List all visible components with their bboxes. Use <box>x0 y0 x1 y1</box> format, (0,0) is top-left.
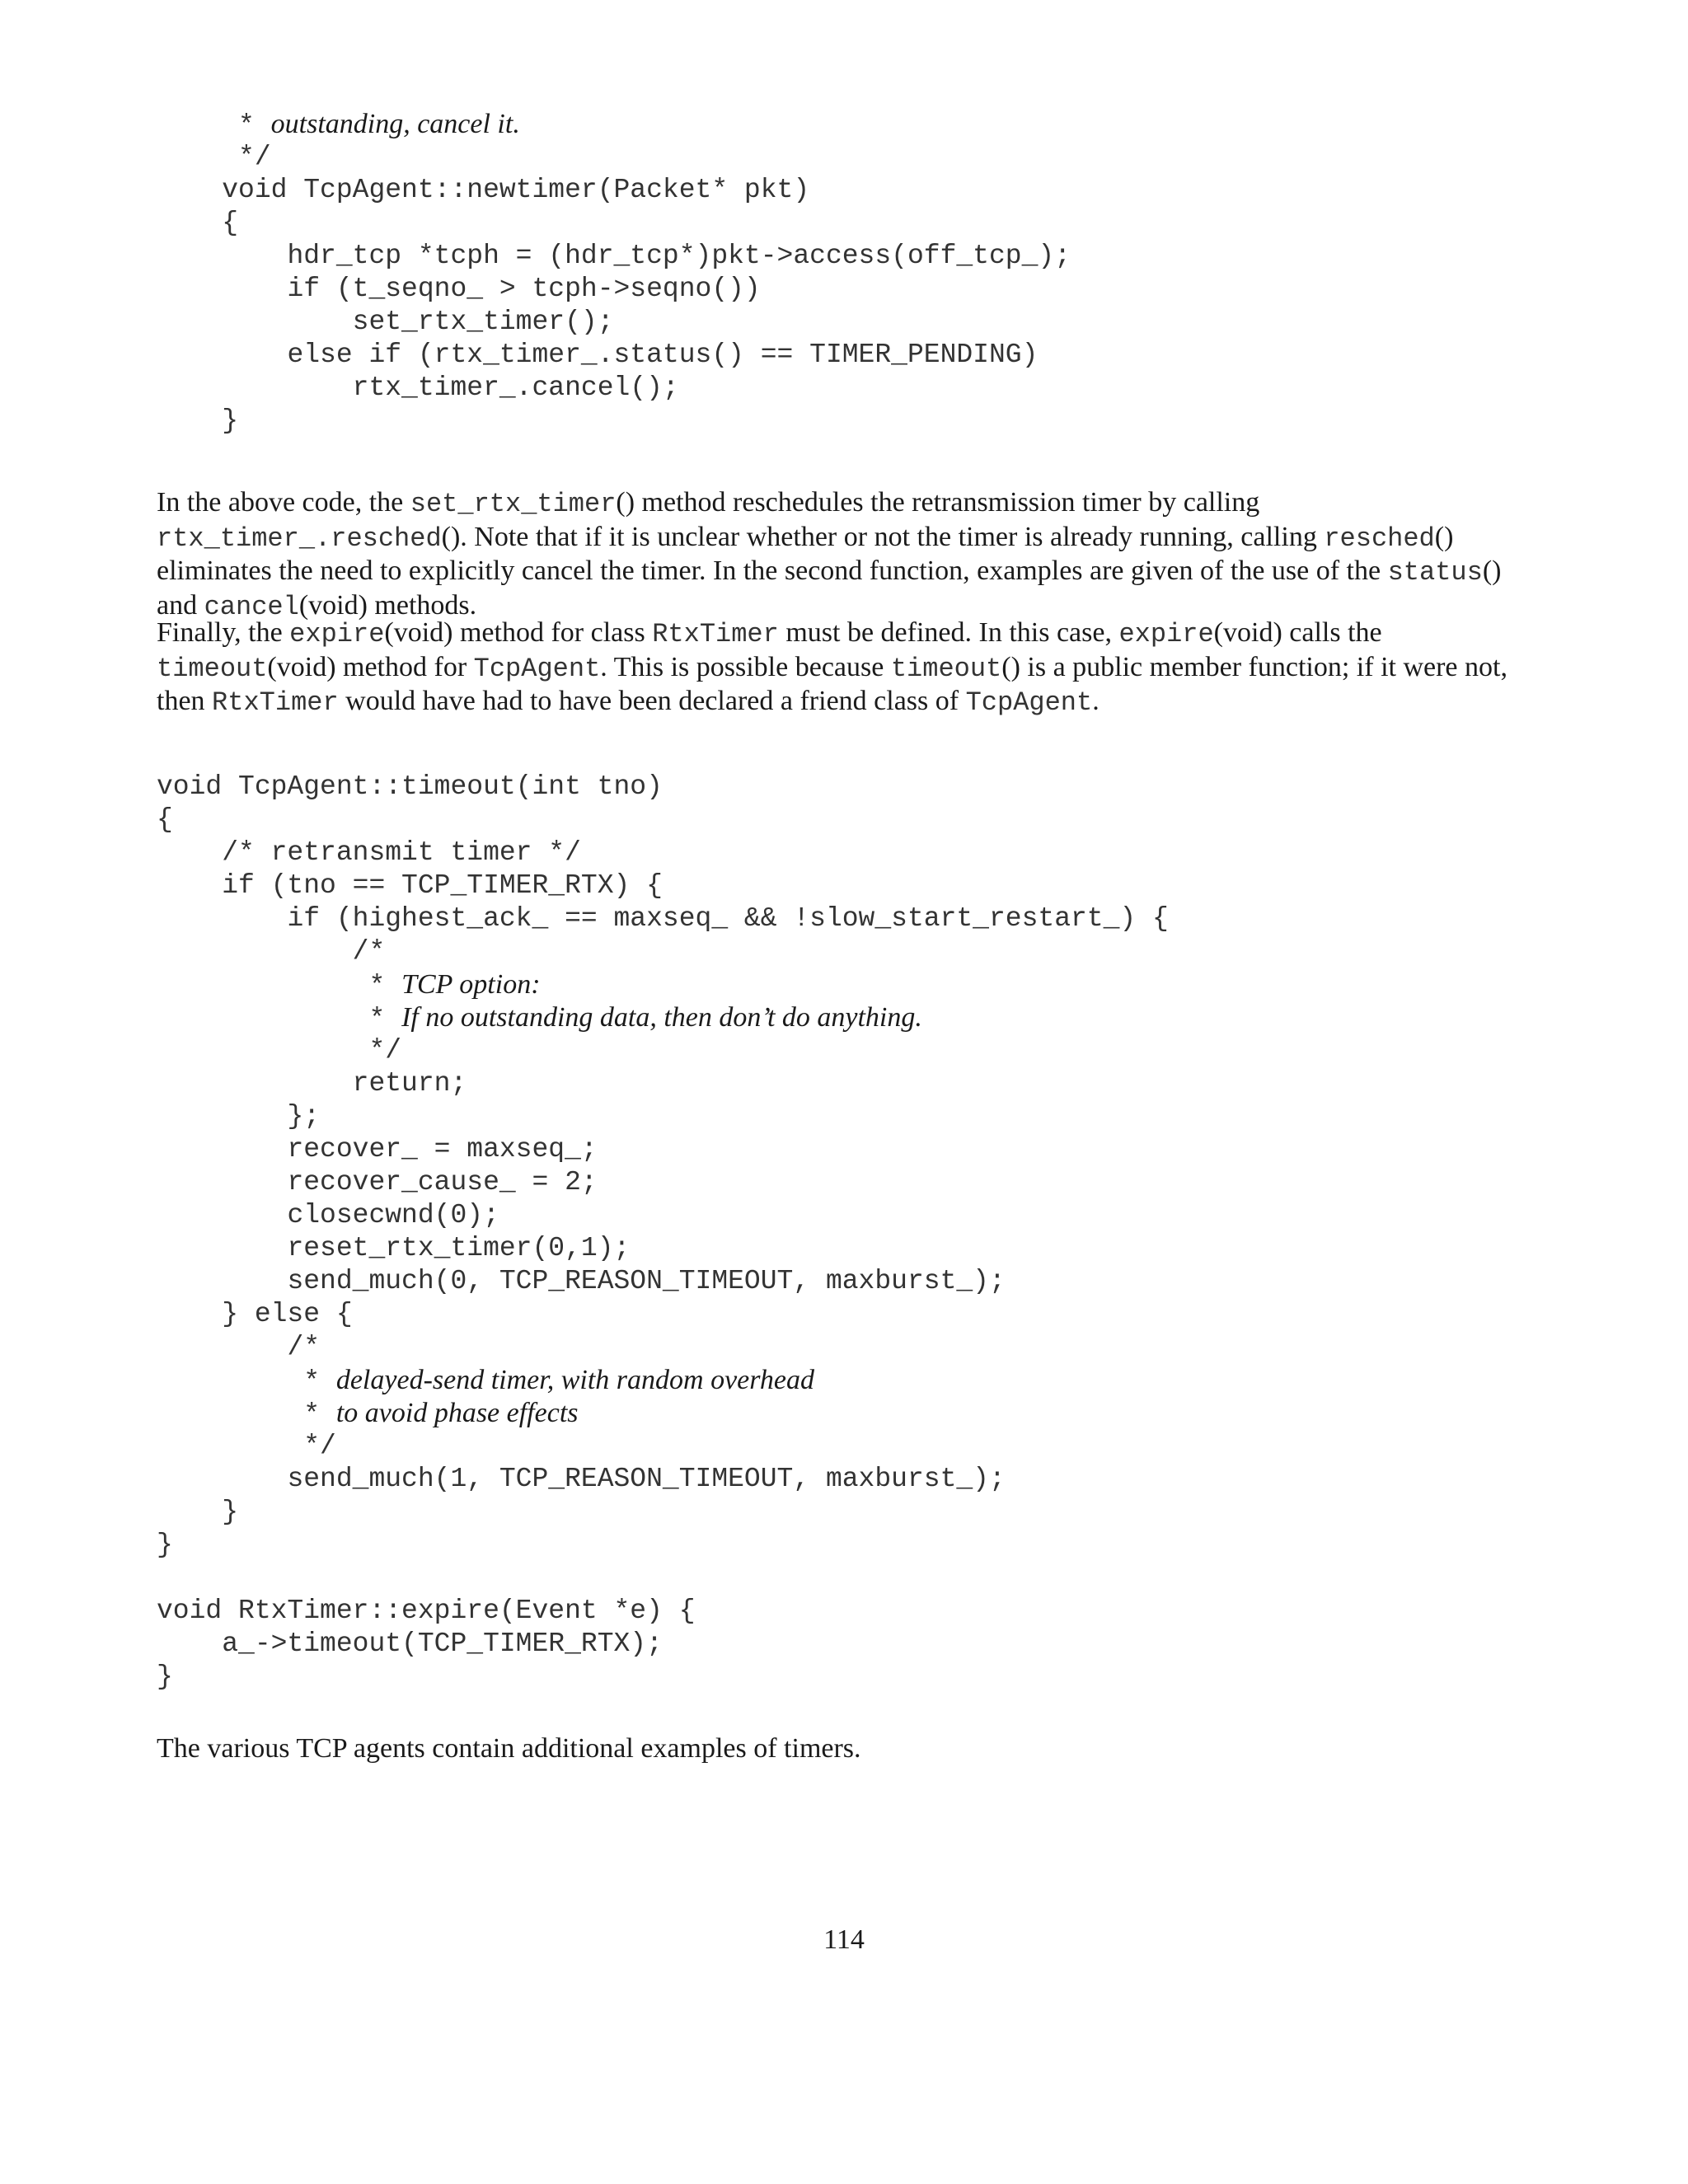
paragraph-text: () is a public member function; if it were not, then <box>157 651 1507 716</box>
code-indent <box>157 1431 303 1461</box>
code-text: reset_rtx_timer(0,1); <box>287 1233 631 1263</box>
code-line <box>157 1364 1169 1397</box>
code-line <box>157 1133 1169 1166</box>
comment-marker: * <box>303 1399 336 1430</box>
code-indent <box>157 936 353 967</box>
code-text: } <box>157 1661 173 1692</box>
code-text: /* retransmit timer */ <box>222 837 581 868</box>
code-text: } else { <box>222 1299 353 1329</box>
code-identifier: cancel <box>204 591 299 622</box>
code-indent <box>157 175 222 205</box>
code-indent <box>157 274 287 304</box>
code-line <box>157 108 1071 141</box>
code-line <box>157 902 1169 935</box>
code-line <box>157 273 1071 306</box>
paragraph-text: (void) method for <box>267 651 474 682</box>
paragraph-text: . This is possible because <box>600 651 891 682</box>
code-block-newtimer <box>157 108 1071 438</box>
code-text: /* <box>352 936 386 967</box>
code-text: void TcpAgent::timeout(int tno) <box>157 771 663 802</box>
code-line <box>157 141 1071 174</box>
code-identifier: RtxTimer <box>652 619 779 649</box>
code-indent <box>157 340 287 370</box>
code-line <box>157 1331 1169 1364</box>
code-line <box>157 1298 1169 1331</box>
code-line <box>157 1463 1169 1496</box>
code-line <box>157 1496 1169 1529</box>
code-comment-text: delayed-send timer, with random overhead <box>335 1365 814 1395</box>
comment-marker: * <box>368 971 402 1001</box>
code-line <box>157 1001 1169 1034</box>
code-text: void TcpAgent::newtimer(Packet* pkt) <box>222 175 810 205</box>
code-line <box>157 837 1169 869</box>
code-line <box>157 306 1071 339</box>
code-indent <box>157 1004 368 1034</box>
code-text: { <box>157 804 173 835</box>
paragraph-text: () and <box>157 555 1502 621</box>
code-text: */ <box>303 1431 336 1461</box>
paragraph-expire-explanation <box>157 616 1541 719</box>
code-text: */ <box>368 1035 402 1066</box>
code-text: hdr_tcp *tcph = (hdr_tcp*)pkt->access(off_tcp_); <box>287 241 1071 271</box>
code-text: if (t_seqno_ > tcph->seqno()) <box>287 274 761 304</box>
paragraph-closing: The various TCP agents contain additional examples of timers. <box>157 1733 861 1764</box>
code-identifier: RtxTimer <box>212 687 339 718</box>
code-line <box>157 1199 1169 1232</box>
code-indent <box>157 1497 222 1527</box>
code-line <box>157 1661 1169 1694</box>
code-block-timeout <box>157 771 1169 1694</box>
code-text: recover_ = maxseq_; <box>287 1134 598 1165</box>
code-text: } <box>222 405 239 436</box>
code-indent <box>157 837 222 868</box>
code-line <box>157 1397 1169 1430</box>
code-line <box>157 935 1169 968</box>
code-text: if (tno == TCP_TIMER_RTX) { <box>222 870 663 901</box>
code-indent <box>157 1399 303 1430</box>
code-indent <box>157 1068 353 1099</box>
code-line <box>157 968 1169 1001</box>
code-identifier: rtx_timer_.resched <box>157 523 442 554</box>
code-indent <box>157 1134 287 1165</box>
code-line <box>157 1529 1169 1562</box>
code-identifier: TcpAgent <box>473 653 601 684</box>
code-identifier: expire <box>289 619 385 649</box>
code-text: else if (rtx_timer_.status() == TIMER_PENDING) <box>287 340 1039 370</box>
code-indent <box>157 307 353 337</box>
code-line <box>157 771 1169 804</box>
code-line <box>157 1430 1169 1463</box>
paragraph-text: () eliminates the need to explicitly cancel the timer. In the second function, examples are given of the use of the <box>157 521 1454 586</box>
code-identifier: status <box>1387 557 1483 588</box>
code-line <box>157 240 1071 273</box>
code-text: */ <box>238 142 271 172</box>
code-text: { <box>222 208 239 238</box>
code-line <box>157 1100 1169 1133</box>
code-identifier: timeout <box>157 653 268 684</box>
code-text: closecwnd(0); <box>287 1200 499 1230</box>
paragraph-text: (void) method for class <box>384 617 653 648</box>
code-identifier: resched <box>1324 523 1435 554</box>
code-text: send_much(0, TCP_REASON_TIMEOUT, maxburst_); <box>287 1266 1006 1296</box>
code-indent <box>157 241 287 271</box>
code-indent <box>157 870 222 901</box>
code-text: void RtxTimer::expire(Event *e) { <box>157 1596 696 1626</box>
code-line <box>157 1232 1169 1265</box>
code-comment-text: If no outstanding data, then don’t do anything. <box>401 1002 922 1033</box>
code-indent <box>157 405 222 436</box>
code-indent <box>157 903 287 934</box>
paragraph-text: (). Note that if it is unclear whether or not the timer is already running, calling <box>441 521 1325 552</box>
code-line <box>157 372 1071 405</box>
code-indent <box>157 1167 287 1197</box>
code-indent <box>157 1629 222 1659</box>
code-indent <box>157 373 353 403</box>
code-indent <box>157 1266 287 1296</box>
code-indent <box>157 1035 368 1066</box>
comment-marker: * <box>238 110 271 141</box>
code-line <box>157 207 1071 240</box>
paragraph-resched-explanation <box>157 486 1541 623</box>
code-indent <box>157 971 368 1001</box>
code-line <box>157 1628 1169 1661</box>
paragraph-text: (void) calls the <box>1213 617 1382 648</box>
code-indent <box>157 1464 287 1494</box>
code-text: }; <box>287 1101 321 1132</box>
code-line <box>157 1166 1169 1199</box>
comment-marker: * <box>303 1366 336 1397</box>
comment-marker: * <box>368 1004 402 1034</box>
code-line <box>157 174 1071 207</box>
code-line <box>157 405 1071 438</box>
code-text: if (highest_ack_ == maxseq_ && !slow_start_restart_) { <box>287 903 1169 934</box>
code-indent <box>157 208 222 238</box>
code-line <box>157 1265 1169 1298</box>
code-indent <box>157 1332 287 1362</box>
paragraph-text: () method reschedules the retransmission timer by calling <box>616 487 1260 518</box>
paragraph-text: . <box>1092 686 1100 716</box>
code-text: send_much(1, TCP_REASON_TIMEOUT, maxburst_); <box>287 1464 1006 1494</box>
code-text: rtx_timer_.cancel(); <box>352 373 679 403</box>
code-indent <box>157 1299 222 1329</box>
paragraph-text: Finally, the <box>157 617 290 648</box>
page-number: 114 <box>823 1924 865 1955</box>
paragraph-text: (void) methods. <box>298 589 477 621</box>
code-line <box>157 1595 1169 1628</box>
code-line <box>157 1034 1169 1067</box>
paragraph-text: In the above code, the <box>157 487 410 518</box>
code-text: /* <box>287 1332 321 1362</box>
paragraph-text: would have had to have been declared a friend class of <box>338 686 966 716</box>
code-text: a_->timeout(TCP_TIMER_RTX); <box>222 1629 663 1659</box>
code-indent <box>157 142 238 172</box>
code-identifier: set_rtx_timer <box>410 489 617 519</box>
code-identifier: TcpAgent <box>965 687 1093 718</box>
code-line <box>157 1067 1169 1100</box>
code-text: } <box>157 1530 173 1560</box>
code-indent <box>157 1366 303 1397</box>
code-indent <box>157 1233 287 1263</box>
code-text: } <box>222 1497 239 1527</box>
code-line <box>157 339 1071 372</box>
code-line <box>157 1562 1169 1595</box>
paragraph-text: must be defined. In this case, <box>778 617 1119 648</box>
code-line <box>157 869 1169 902</box>
code-text: set_rtx_timer(); <box>352 307 614 337</box>
code-comment-text: TCP option: <box>401 969 541 1000</box>
code-text: recover_cause_ = 2; <box>287 1167 598 1197</box>
code-indent <box>157 1200 287 1230</box>
code-comment-text: to avoid phase effects <box>335 1398 579 1428</box>
code-line <box>157 804 1169 837</box>
code-indent <box>157 110 238 141</box>
code-comment-text: outstanding, cancel it. <box>270 109 520 139</box>
code-text: return; <box>352 1068 467 1099</box>
code-indent <box>157 1101 287 1132</box>
code-identifier: expire <box>1118 619 1214 649</box>
code-identifier: timeout <box>890 653 1002 684</box>
